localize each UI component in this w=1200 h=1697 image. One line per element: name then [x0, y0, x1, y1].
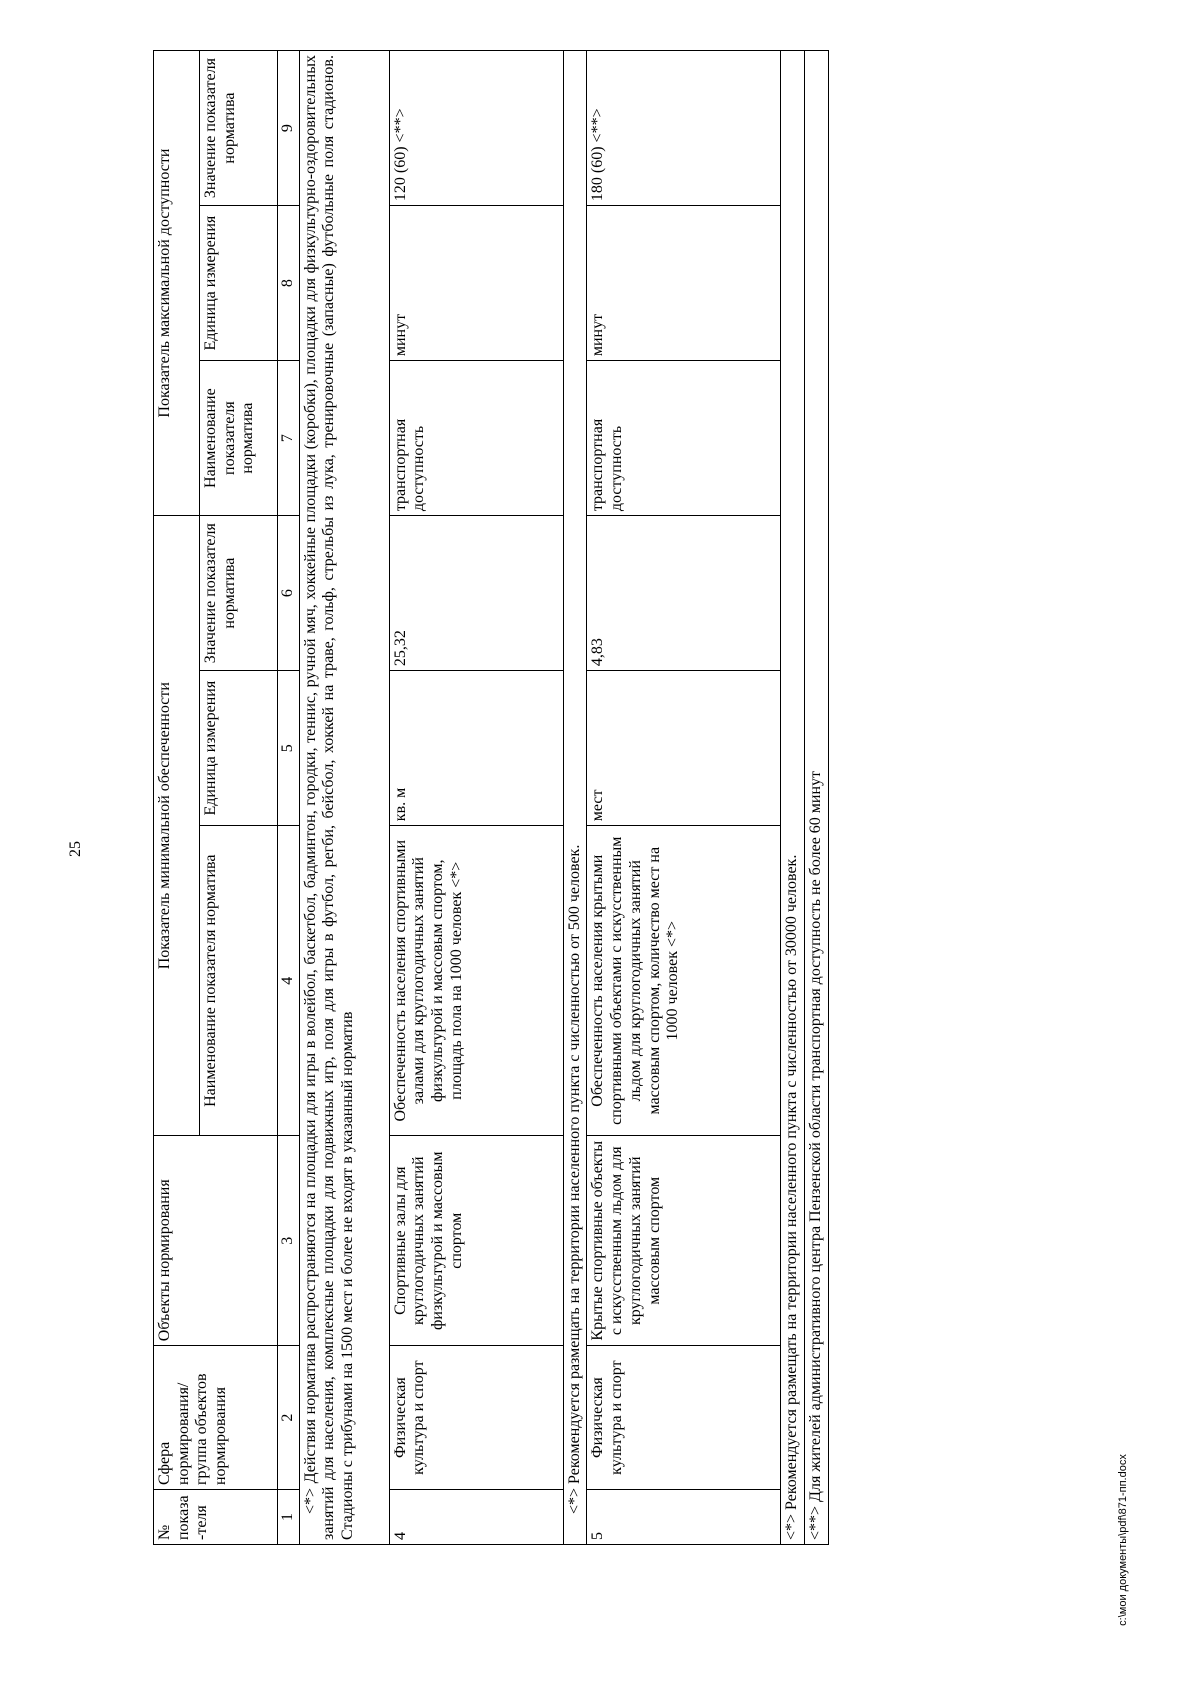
- row-max-value: 180 (60) <**>: [587, 51, 781, 206]
- row-min-unit: кв. м: [389, 671, 563, 826]
- column-number: 8: [278, 206, 300, 361]
- column-numbers-row: [278, 51, 300, 1545]
- header-min-value: Значение показателя норматива: [200, 516, 278, 671]
- row-max-name: транспортная доступность: [587, 361, 781, 516]
- footer-file-path: c:\мои документы\pdf\871-пп.docx: [1117, 1454, 1129, 1626]
- row-max-value: 120 (60) <**>: [389, 51, 563, 206]
- row-min-name: Обеспеченность населения спортивными залами для круглогодичных занятий физкультурой и массовым спортом, площадь пола на 1000 человек <*>: [389, 826, 563, 1136]
- column-number: 7: [278, 361, 300, 516]
- norms-table: [153, 50, 829, 1545]
- row-min-name: Обеспеченность населения крытыми спортивными объектами с искусственным льдом для круглогодичных занятий массовым спортом, количество мест на 1000 человек <*>: [587, 826, 781, 1136]
- header-max-value: Значение показателя норматива: [200, 51, 278, 206]
- header-min-provision: Показатель минимальной обеспеченности: [154, 516, 200, 1136]
- column-number: 5: [278, 671, 300, 826]
- row-sphere: Физическая культура и спорт: [389, 1346, 563, 1490]
- header-indicator-number: № показа-теля: [154, 1490, 278, 1545]
- column-number: 6: [278, 516, 300, 671]
- table-note-row5-b: <**> Для жителей административного центра Пензенской области транспортная доступность не более 60 минут: [805, 51, 829, 1545]
- table-note-top: <*> Действия норматива распространяются на площадки для игры в волейбол, баскетбол, бадминтон, городки, теннис, ручной мяч, хоккейные площадки (коробки), площадки для физкультурно-оздоровительных занятий для населения, комплексные площадки для подвижных игр, поля для игры в футбол, регби, бейсбол, хоккей на траве, гольф, стрельбы из лука, тренировочные (запасные) футбольные поля стадионов. Стадионы с трибунами на 1500 мест и более не входят в указанный норматив: [299, 51, 389, 1545]
- row-max-unit: минут: [587, 206, 781, 361]
- column-number: 1: [278, 1490, 300, 1545]
- header-max-accessibility: Показатель максимальной доступности: [154, 51, 200, 516]
- table-row: [587, 51, 781, 1545]
- row-min-unit: мест: [587, 671, 781, 826]
- table-note-row5-a: <*> Рекомендуется размещать на территории населенного пункта с численностью от 30000 человек.: [781, 51, 805, 1545]
- header-sphere: Сфера нормирования/ группа объектов нормирования: [154, 1346, 278, 1490]
- header-min-unit: Единица измерения: [200, 671, 278, 826]
- row-number: 5: [587, 1490, 781, 1545]
- column-number: 2: [278, 1346, 300, 1490]
- table-note-row4: <*> Рекомендуется размещать на территории населенного пункта с численностью от 500 человек.: [563, 51, 587, 1545]
- column-number: 3: [278, 1136, 300, 1346]
- header-max-name: Наименование показателя норматива: [200, 361, 278, 516]
- row-sphere: Физическая культура и спорт: [587, 1346, 781, 1490]
- row-max-name: транспортная доступность: [389, 361, 563, 516]
- column-number: 4: [278, 826, 300, 1136]
- page-number: 25: [67, 841, 84, 857]
- row-min-value: 25,32: [389, 516, 563, 671]
- row-number: 4: [389, 1490, 563, 1545]
- row-max-unit: минут: [389, 206, 563, 361]
- row-min-value: 4,83: [587, 516, 781, 671]
- header-min-name: Наименование показателя норматива: [200, 826, 278, 1136]
- header-max-unit: Единица измерения: [200, 206, 278, 361]
- column-number: 9: [278, 51, 300, 206]
- row-object: Спортивные залы для круглогодичных занятий физкультурой и массовым спортом: [389, 1136, 563, 1346]
- rotated-table-sheet: [153, 50, 898, 1545]
- header-objects: Объекты нормирования: [154, 1136, 278, 1346]
- row-object: Крытые спортивные объекты с искусственным льдом для круглогодичных занятий массовым спортом: [587, 1136, 781, 1346]
- table-row: [389, 51, 563, 1545]
